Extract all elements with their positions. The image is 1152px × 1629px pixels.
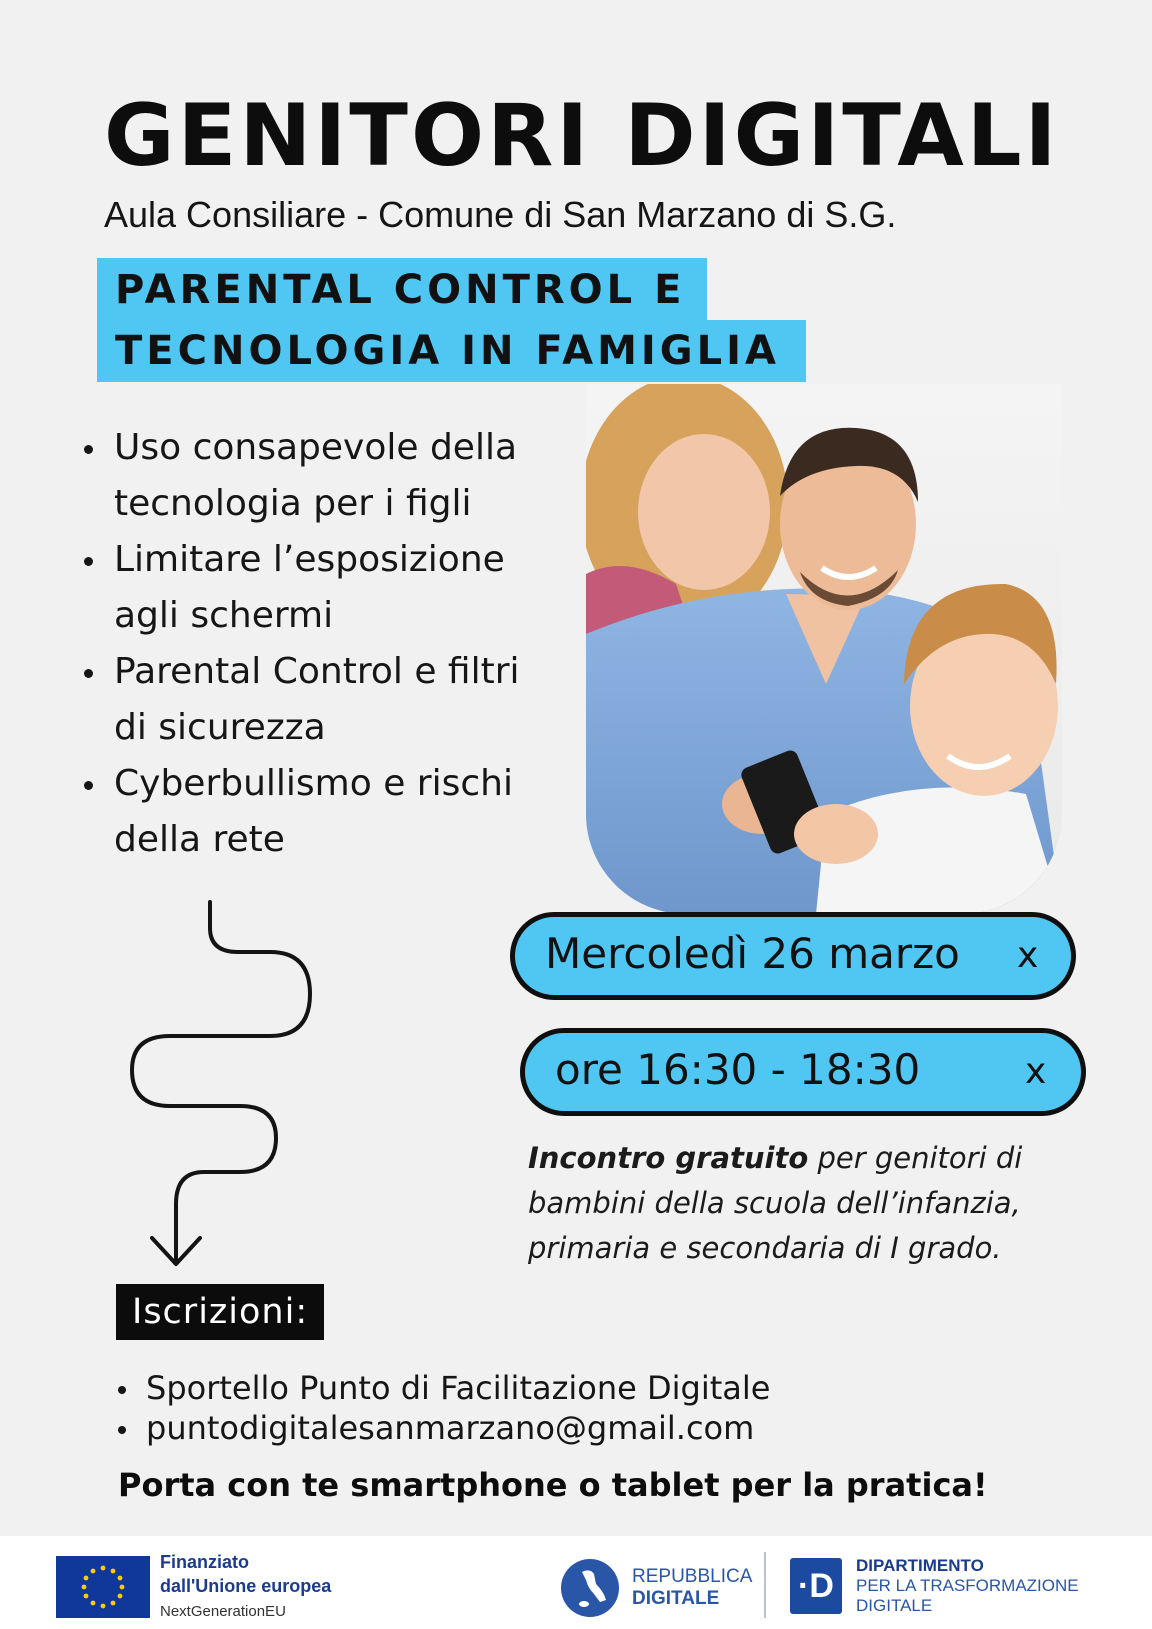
dipartimento-logo: ·D [790, 1558, 842, 1614]
footer [0, 1536, 1152, 1629]
date-pill [510, 912, 1076, 1000]
call-to-action: Porta con te smartphone o tablet per la pratica! [118, 1466, 988, 1504]
description-text: per genitori di bambini della scuola dell’infanzia, primaria e secondaria di I grado. [528, 1141, 1023, 1265]
event-time: ore 16:30 - 18:30 [555, 1045, 921, 1094]
list-item: Limitare l’esposizione agli schermi [80, 532, 550, 644]
pill-mark: x [1025, 1051, 1047, 1092]
page-title: GENITORI DIGITALI [104, 86, 1060, 186]
event-description [528, 1136, 1088, 1271]
squiggle-arrow-icon [120, 900, 320, 1280]
list-item: Parental Control e filtri di sicurezza [80, 644, 550, 756]
repubblica-digitale-text: DIGITALE [632, 1588, 720, 1609]
list-item: Sportello Punto di Facilitazione Digitale [116, 1368, 770, 1408]
dipartimento-text: PER LA TRASFORMAZIONE [856, 1576, 1079, 1595]
registration-list [116, 1368, 770, 1448]
registration-email-link[interactable]: puntodigitalesanmarzano@gmail.com [116, 1408, 770, 1448]
topics-list [80, 420, 550, 868]
pill-mark: x [1017, 935, 1039, 976]
eu-program-text: NextGenerationEU [160, 1603, 286, 1620]
dipartimento-text: DIPARTIMENTO [856, 1556, 984, 1575]
list-item: Uso consapevole della tecnologia per i figli [80, 420, 550, 532]
family-photo [586, 384, 1062, 914]
italy-map-icon [560, 1558, 620, 1618]
eu-flag-icon [56, 1556, 150, 1618]
time-pill [520, 1028, 1086, 1116]
eu-funding-text: dall'Unione europea [160, 1576, 332, 1596]
event-location: Aula Consiliare - Comune di San Marzano di S.G. [104, 194, 897, 235]
dipartimento-text: DIGITALE [856, 1596, 933, 1615]
topic-banner-line-1: PARENTAL CONTROL E [97, 258, 707, 322]
footer-divider [764, 1552, 766, 1618]
description-highlight: Incontro gratuito [528, 1141, 809, 1175]
eu-funding-text: Finanziato [160, 1552, 249, 1572]
event-date: Mercoledì 26 marzo [545, 929, 960, 978]
repubblica-digitale-text: REPUBBLICA [632, 1566, 753, 1587]
family-illustration [586, 384, 1062, 914]
topic-banner-line-2: TECNOLOGIA IN FAMIGLIA [97, 320, 806, 382]
list-item: Cyberbullismo e rischi della rete [80, 756, 550, 868]
registration-label: Iscrizioni: [116, 1284, 324, 1340]
